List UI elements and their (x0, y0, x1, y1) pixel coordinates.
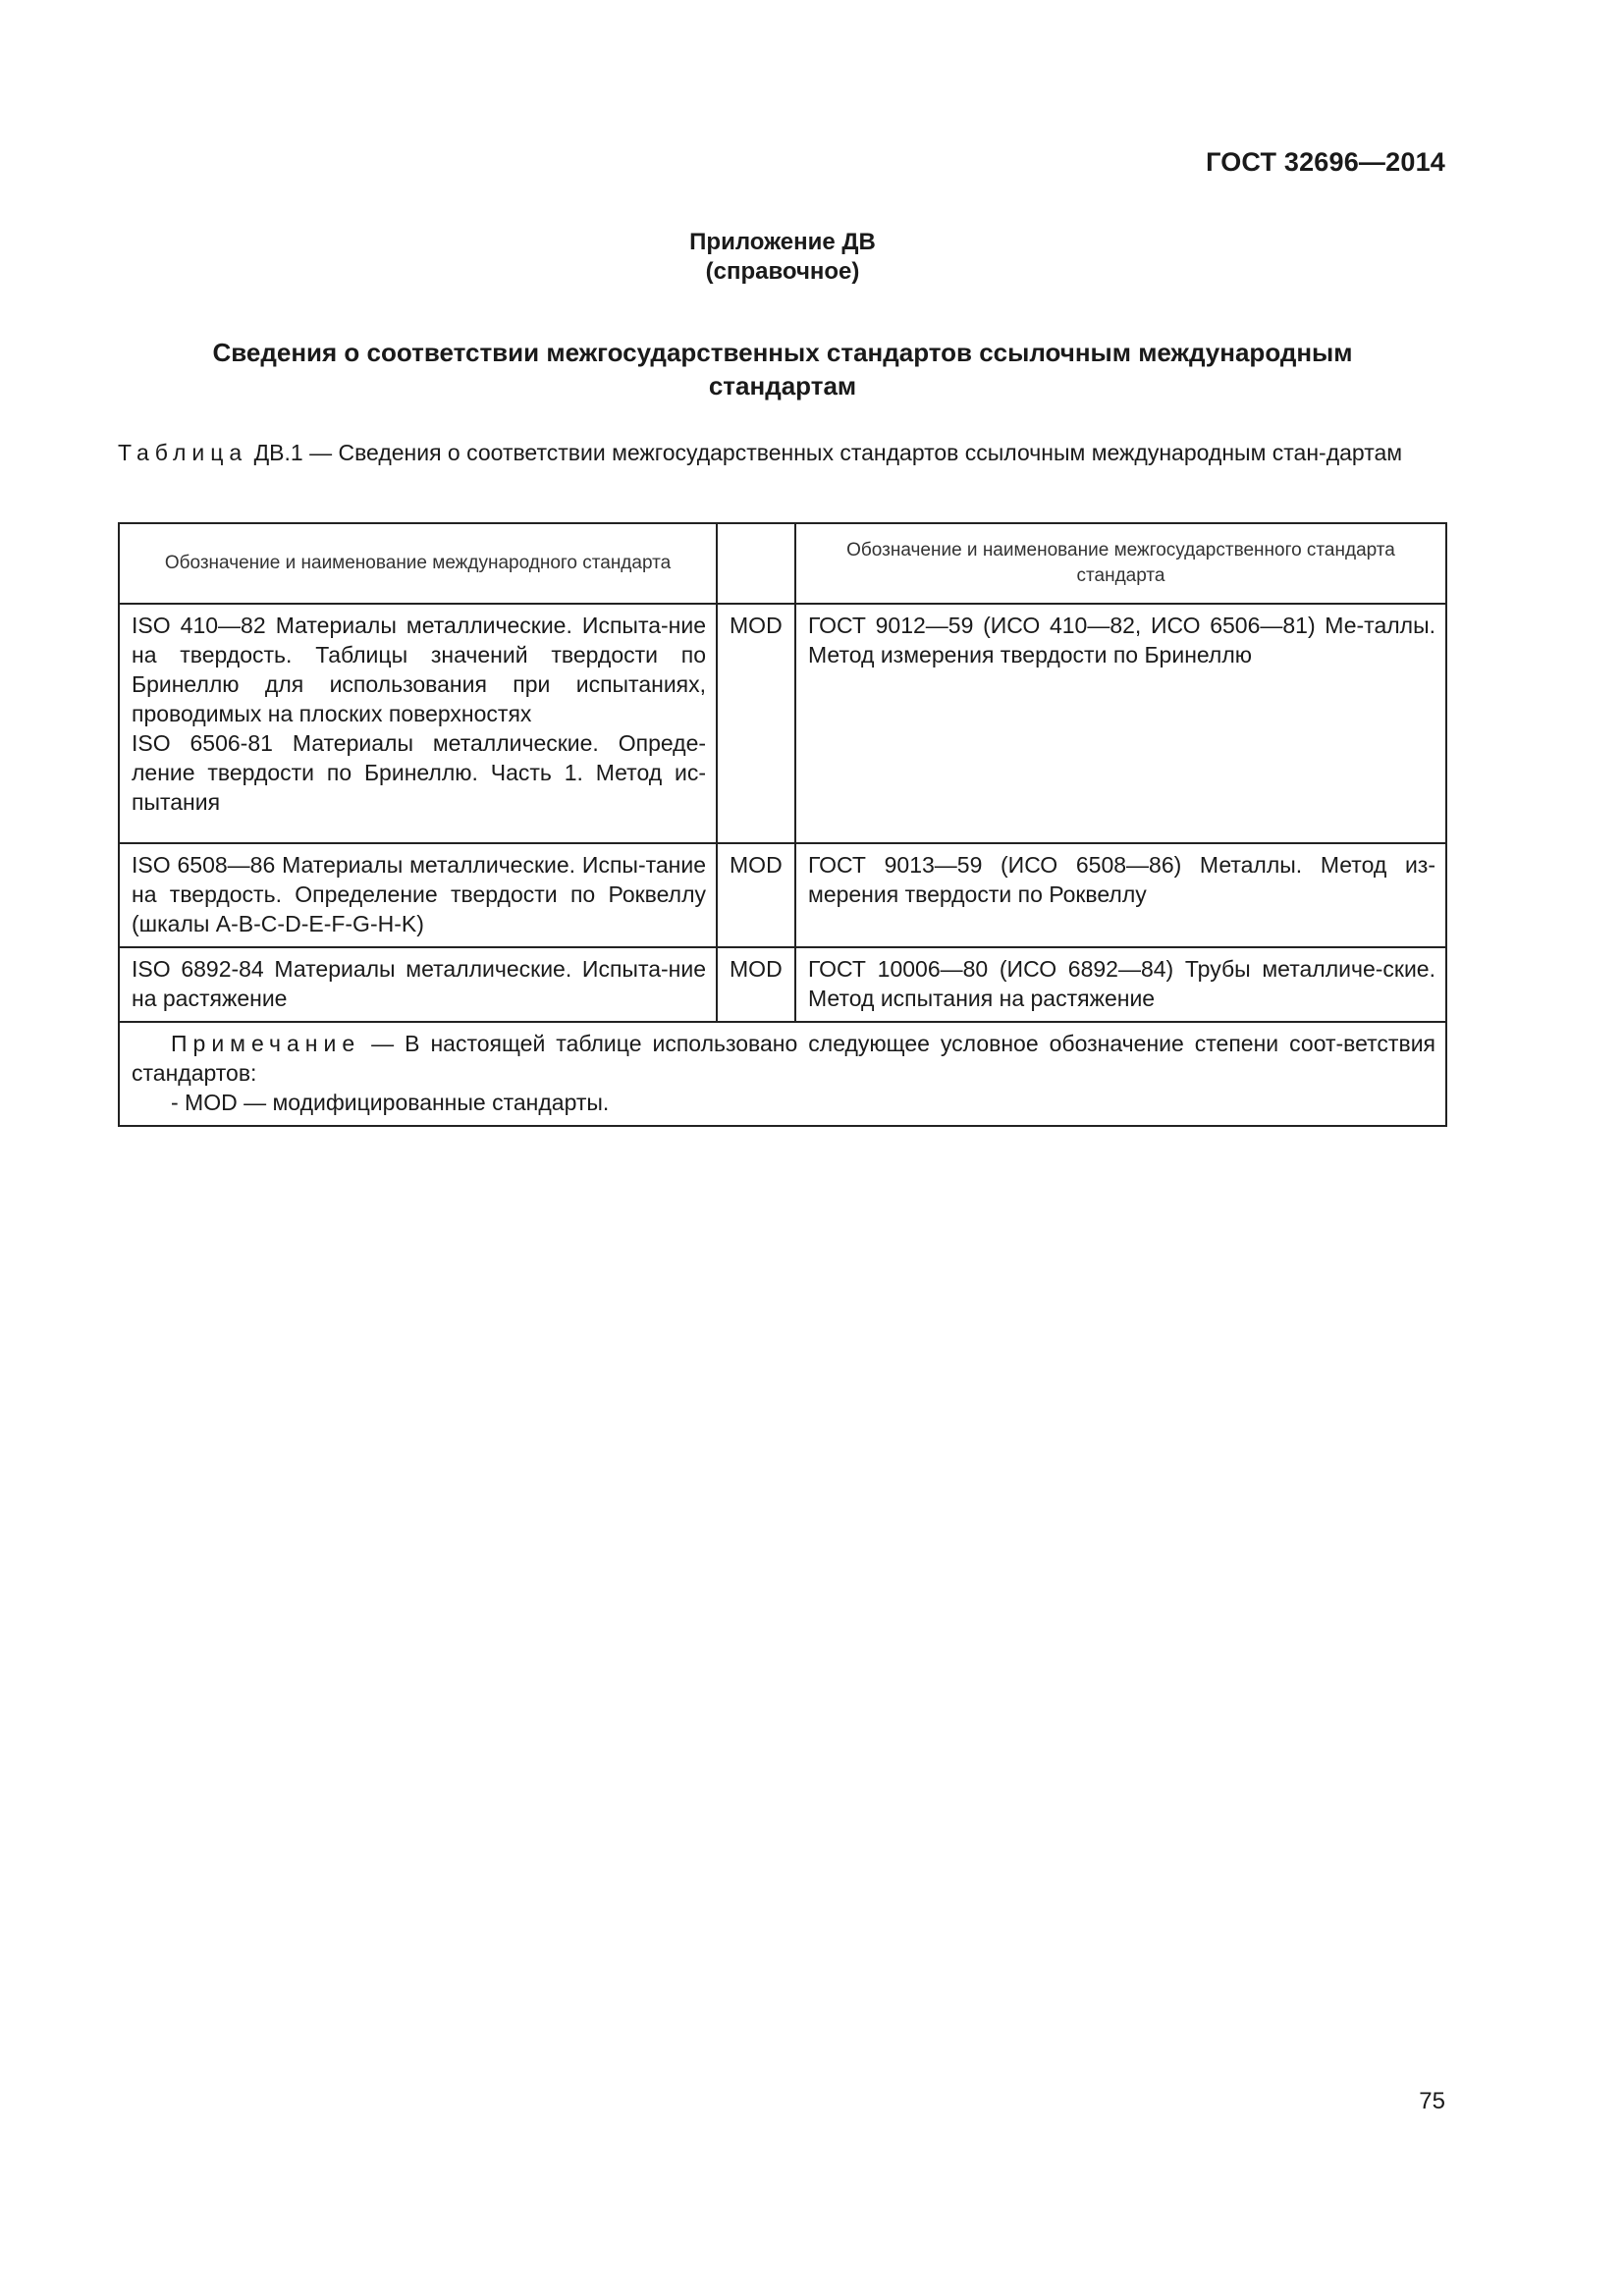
header-international-standard: Обозначение и наименование международного стандарта (119, 523, 717, 604)
cell-degree: MOD (717, 947, 795, 1022)
international-standard-entry: ISO 410—82 Материалы металлические. Испыта-ние на твердость. Таблицы значений твердости по Бринеллю для использования при испытаниях, проводимых на плоских поверхностях (132, 613, 707, 726)
note-body: — В настоящей таблице использовано следующее условное обозначение степени соот-ветствия стандартов: (132, 1031, 1435, 1086)
table-caption-text: ДВ.1 — Сведения о соответствии межгосударственных стандартов ссылочным международным стан-дартам (253, 440, 1403, 465)
section-title-line1: Сведения о соответствии межгосударственных стандартов ссылочным международным (212, 338, 1353, 367)
document-code: ГОСТ 32696—2014 (1206, 147, 1445, 177)
table-header-row (119, 523, 1446, 604)
table-note (119, 1022, 1446, 1126)
table-caption (118, 438, 1449, 467)
annex-subtitle: (справочное) (705, 258, 860, 285)
annex-heading (0, 228, 1565, 287)
table-row (119, 604, 1446, 843)
cell-interstate-standard: ГОСТ 9012—59 (ИСО 410—82, ИСО 6506—81) Ме-таллы. Метод измерения твердости по Бринеллю (795, 604, 1446, 843)
note-item: - MOD — модифицированные стандарты. (171, 1090, 610, 1115)
cell-interstate-standard: ГОСТ 9013—59 (ИСО 6508—86) Металлы. Метод из-мерения твердости по Роквеллу (795, 843, 1446, 947)
cell-degree: MOD (717, 843, 795, 947)
cell-degree: MOD (717, 604, 795, 843)
table-caption-label: Таблица (118, 440, 248, 465)
cell-international-standard: ISO 6892-84 Материалы металлические. Испыта-ние на растяжение (119, 947, 717, 1022)
correspondence-table (118, 522, 1447, 1127)
note-text (132, 1029, 1435, 1088)
header-interstate-standard: Обозначение и наименование межгосударственного стандарта стандарта (795, 523, 1446, 604)
cell-international-standard: ISO 6508—86 Материалы металлические. Испы-тание на твердость. Определение твердости по Роквеллу (шкалы A-B-C-D-E-F-G-H-K) (119, 843, 717, 947)
page-number: 75 (1419, 2088, 1445, 2114)
section-title (147, 336, 1418, 402)
table-row (119, 843, 1446, 947)
table-row (119, 947, 1446, 1022)
section-title-line2: стандартам (708, 371, 857, 400)
international-standard-entry: ISO 6506-81 Материалы металлические. Опреде-ление твердости по Бринеллю. Часть 1. Метод ис-пытания (132, 730, 707, 815)
table-note-row (119, 1022, 1446, 1126)
header-degree (717, 523, 795, 604)
cell-interstate-standard: ГОСТ 10006—80 (ИСО 6892—84) Трубы металличе-ские. Метод испытания на растяжение (795, 947, 1446, 1022)
cell-international-standard (119, 604, 717, 843)
annex-title: Приложение ДВ (689, 229, 876, 255)
note-label: Примечание (171, 1031, 361, 1056)
